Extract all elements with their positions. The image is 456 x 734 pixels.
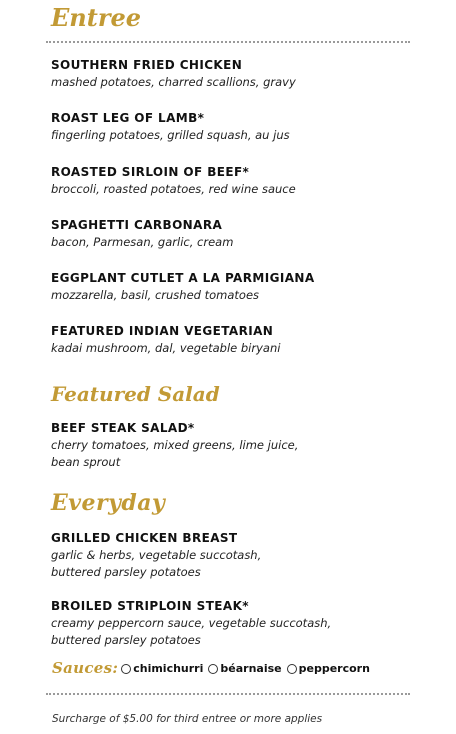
menu-item-spaghetti-carbonara — [51, 217, 431, 251]
menu-item-name: ROAST LEG OF LAMB* — [51, 111, 205, 125]
menu-item-southern-fried-chicken — [51, 57, 431, 91]
menu-item-featured-indian-vegetarian — [51, 323, 431, 357]
circle-icon — [208, 664, 218, 674]
menu-item-description: kadai mushroom, dal, vegetable biryani — [51, 341, 281, 355]
menu-item-name: FEATURED INDIAN VEGETARIAN — [51, 324, 274, 338]
menu-item-description: garlic & herbs, vegetable succotash, — [51, 548, 262, 562]
menu-item-description-continued: buttered parsley potatoes — [51, 565, 201, 579]
menu-item-name: SOUTHERN FRIED CHICKEN — [51, 58, 243, 72]
menu-item-description: bacon, Parmesan, garlic, cream — [51, 235, 234, 249]
dotted-divider-bottom — [46, 693, 410, 695]
menu-item-broiled-striploin-steak — [51, 598, 431, 649]
sauces-row — [52, 659, 375, 677]
menu-item-name: BEEF STEAK SALAD* — [51, 421, 195, 435]
menu-item-name: ROASTED SIRLOIN OF BEEF* — [51, 165, 250, 179]
menu-item-description: fingerling potatoes, grilled squash, au jus — [51, 128, 290, 142]
menu-item-beef-steak-salad — [51, 420, 431, 471]
section-title-entree: Entree — [51, 3, 142, 32]
dotted-divider-top — [46, 41, 410, 43]
sauce-option-chimichurri — [121, 662, 203, 675]
sauce-option-label: peppercorn — [298, 661, 370, 675]
circle-icon — [121, 664, 131, 674]
menu-item-roast-leg-of-lamb — [51, 110, 431, 144]
menu-item-description: cherry tomatoes, mixed greens, lime juice, — [51, 438, 299, 452]
sauce-option-peppercorn — [287, 662, 370, 675]
sauce-option-bearnaise — [208, 662, 281, 675]
menu-item-name: GRILLED CHICKEN BREAST — [51, 531, 238, 545]
menu-item-name: BROILED STRIPLOIN STEAK* — [51, 599, 249, 613]
section-title-everyday: Everyday — [51, 490, 166, 516]
menu-item-description-continued: buttered parsley potatoes — [51, 633, 201, 647]
surcharge-note: Surcharge of $5.00 for third entree or more applies — [52, 713, 323, 725]
sauce-option-label: chimichurri — [133, 661, 204, 675]
menu-item-description: mashed potatoes, charred scallions, gravy — [51, 75, 296, 89]
section-title-featured-salad: Featured Salad — [51, 382, 220, 406]
menu-item-name: EGGPLANT CUTLET A LA PARMIGIANA — [51, 271, 315, 285]
circle-icon — [287, 664, 297, 674]
sauce-option-label: béarnaise — [220, 661, 282, 675]
menu-item-description: broccoli, roasted potatoes, red wine sauce — [51, 182, 296, 196]
menu-item-description: creamy peppercorn sauce, vegetable succotash, — [51, 616, 332, 630]
menu-item-eggplant-cutlet — [51, 270, 431, 304]
sauces-label: Sauces: — [52, 659, 119, 677]
menu-item-name: SPAGHETTI CARBONARA — [51, 218, 223, 232]
menu-item-description-continued: bean sprout — [51, 455, 121, 469]
menu-item-grilled-chicken-breast — [51, 530, 431, 581]
menu-item-description: mozzarella, basil, crushed tomatoes — [51, 288, 260, 302]
menu-item-roasted-sirloin-of-beef — [51, 164, 431, 198]
